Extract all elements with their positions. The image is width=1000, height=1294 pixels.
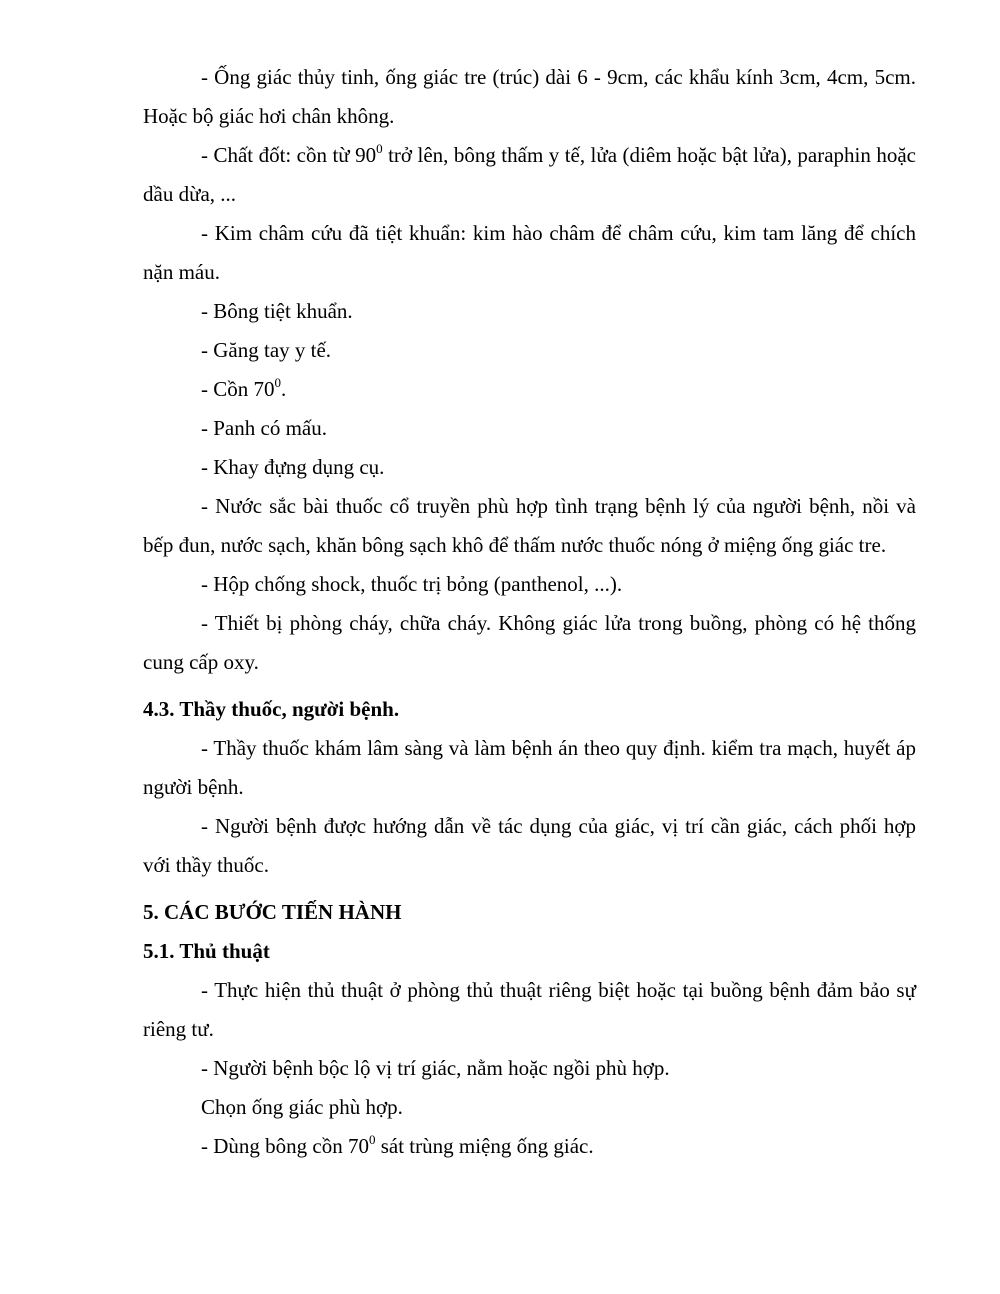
paragraph-fuel: - Chất đốt: cồn từ $90^0$ trở lên, bông thấm y tế, lửa (diêm hoặc bật lửa), paraphin hoặc dầu dừa, ...	[143, 141, 916, 206]
paragraph-sterile-cotton: - Bông tiệt khuẩn.	[201, 299, 353, 323]
section-heading-5-1: 5.1. Thủ thuật	[143, 939, 270, 963]
paragraph-cupping-tubes: - Ống giác thủy tinh, ống giác tre (trúc) dài 6 - 9cm, các khẩu kính 3cm, 4cm, 5cm. Hoặc bộ giác hơi chân không.	[143, 65, 916, 128]
paragraph-forceps: - Panh có mấu.	[201, 416, 327, 440]
paragraph-herbal-decoction: - Nước sắc bài thuốc cổ truyền phù hợp tình trạng bệnh lý của người bệnh, nồi và bếp đun, nước sạch, khăn bông sạch khô để thấm nước thuốc nóng ở miệng ống giác tre.	[143, 494, 916, 557]
document-page	[143, 58, 916, 1166]
paragraph-choose-tube: Chọn ống giác phù hợp.	[201, 1095, 403, 1119]
paragraph-fire-safety: - Thiết bị phòng cháy, chữa cháy. Không giác lửa trong buồng, phòng có hệ thống cung cấp oxy.	[143, 611, 916, 674]
paragraph-gloves: - Găng tay y tế.	[201, 338, 332, 362]
paragraph-patient-position: - Người bệnh bộc lộ vị trí giác, nằm hoặc ngồi phù hợp.	[201, 1056, 670, 1080]
paragraph-procedure-room: - Thực hiện thủ thuật ở phòng thủ thuật riêng biệt hoặc tại buồng bệnh đảm bảo sự riêng tư.	[143, 978, 916, 1041]
degree-superscript: 0	[368, 1132, 376, 1147]
degree-superscript: 0	[376, 141, 383, 156]
paragraph-shock-kit: - Hộp chống shock, thuốc trị bỏng (panthenol, ...).	[201, 572, 623, 596]
paragraph-needles: - Kim châm cứu đã tiệt khuẩn: kim hào châm để châm cứu, kim tam lăng để chích nặn máu.	[143, 221, 916, 284]
paragraph-tray: - Khay đựng dụng cụ.	[201, 455, 385, 479]
paragraph-alcohol: - Cồn $70^0$.	[201, 375, 287, 401]
section-heading-4-3: 4.3. Thầy thuốc, người bệnh.	[143, 697, 400, 721]
degree-superscript: 0	[274, 375, 281, 390]
paragraph-patient-guidance: - Người bệnh được hướng dẫn về tác dụng của giác, vị trí cần giác, cách phối hợp với thầy thuốc.	[143, 814, 916, 877]
paragraph-disinfect-tube: - Dùng bông cồn $70^0$ sát trùng miệng ống giác.	[201, 1132, 594, 1158]
paragraph-doctor-exam: - Thầy thuốc khám lâm sàng và làm bệnh án theo quy định. kiểm tra mạch, huyết áp người bệnh.	[143, 736, 916, 799]
section-heading-5: 5. CÁC BƯỚC TIẾN HÀNH	[143, 900, 402, 924]
